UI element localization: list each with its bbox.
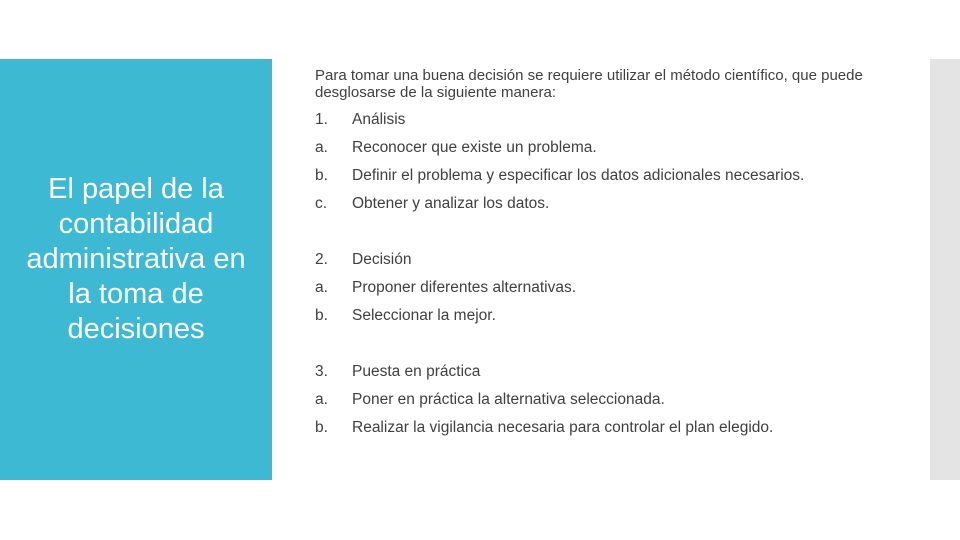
title-panel — [0, 59, 272, 480]
intro-paragraph: Para tomar una buena decisión se requiere utilizar el método científico, que puede desglosarse de la siguiente manera: — [315, 67, 863, 101]
list-marker: c. — [315, 195, 328, 212]
list-marker: b. — [315, 307, 328, 324]
list-item — [315, 166, 804, 186]
list-item-text: Obtener y analizar los datos. — [352, 195, 550, 212]
list-item-text: Poner en práctica la alternativa seleccionada. — [352, 391, 665, 408]
list-item-text: Proponer diferentes alternativas. — [352, 279, 577, 296]
slide-title: El papel de la contabilidad administrativa en la toma de decisiones — [26, 173, 246, 345]
list-item — [315, 278, 576, 298]
list-item-text: Seleccionar la mejor. — [352, 307, 496, 324]
list-marker: 3. — [315, 363, 328, 380]
list-item — [315, 418, 773, 438]
list-item-text: Análisis — [352, 111, 406, 128]
list-marker: 2. — [315, 251, 328, 268]
list-item — [315, 138, 597, 158]
list-item — [315, 306, 496, 326]
list-marker: a. — [315, 391, 328, 408]
list-item-text: Definir el problema y especificar los datos adicionales necesarios. — [352, 167, 805, 184]
list-marker: a. — [315, 279, 328, 296]
list-item — [315, 110, 405, 130]
list-item-text: Puesta en práctica — [352, 363, 481, 380]
decorative-side-bar — [930, 59, 960, 480]
list-marker: b. — [315, 419, 328, 436]
list-item — [315, 390, 665, 410]
list-item-text: Realizar la vigilancia necesaria para controlar el plan elegido. — [352, 419, 774, 436]
list-item-text: Reconocer que existe un problema. — [352, 139, 597, 156]
list-marker: a. — [315, 139, 328, 156]
list-item-text: Decisión — [352, 251, 412, 268]
list-marker: 1. — [315, 111, 328, 128]
list-item — [315, 194, 549, 214]
list-item — [315, 250, 411, 270]
list-item — [315, 362, 480, 382]
list-marker: b. — [315, 167, 328, 184]
